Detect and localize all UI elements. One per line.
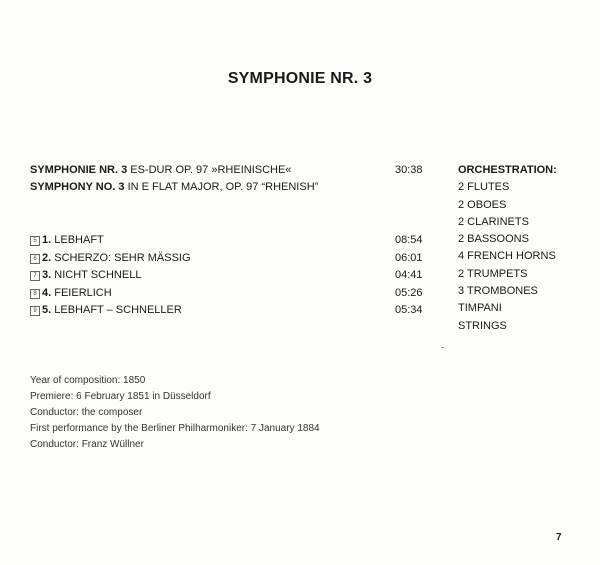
work-heading [30,162,318,196]
work-heading-english-rest: IN E FLAT MAJOR, OP. 97 “RHENISH” [124,181,319,193]
track-row [30,232,430,250]
page-title: SYMPHONIE NR. 3 [227,70,373,87]
orchestration-item: STRINGS [458,319,507,332]
movement-title: FEIERLICH [51,286,112,299]
info-line: First performance by the Berliner Philharmoniker: 7 January 1884 [30,423,320,434]
info-line: Conductor: Franz Wüllner [30,439,144,450]
orchestration-item: 2 CLARINETS [458,215,529,228]
track-title [42,267,141,285]
orchestration-list [458,162,557,335]
info-line: Conductor: the composer [30,407,143,418]
track-list [30,232,430,320]
track-duration: 05:26 [395,286,423,299]
track-index-box: 7 [30,271,40,281]
info-line: Premiere: 6 February 1851 in Düsseldorf [30,391,211,402]
movement-title: LEBHAFT [51,234,104,246]
movement-number: 4. [42,286,52,299]
orchestration-item: 2 TRUMPETS [458,267,528,280]
orchestration-heading: ORCHESTRATION: [458,164,557,176]
work-info [30,373,320,453]
track-duration: 06:01 [395,251,423,264]
track-duration: 04:41 [395,269,423,281]
track-index-box: 5 [30,236,40,246]
movement-number: 3. [42,269,52,281]
total-duration: 30:38 [395,164,423,176]
track-row [30,285,430,303]
orchestration-item: 2 OBOES [458,198,507,211]
orchestration-item: 3 TROMBONES [458,285,538,298]
track-title [42,232,104,250]
track-index-box: 8 [30,289,40,299]
orchestration-item: 4 FRENCH HORNS [458,250,556,263]
work-heading-german [30,162,318,179]
track-duration: 05:34 [395,304,423,316]
movement-number: 1. [42,234,52,246]
orchestration-item: 2 BASSOONS [458,233,529,246]
track-title [42,285,112,303]
movement-title: LEBHAFT – SCHNELLER [51,304,182,316]
orchestration-item: 2 FLUTES [458,181,510,194]
page-number: 7 [556,532,562,543]
print-mark [441,347,444,348]
info-line: Year of composition: 1850 [30,375,146,386]
track-title [42,250,191,268]
track-index-box: 6 [30,254,40,264]
movement-number: 5. [42,304,52,316]
track-duration: 08:54 [395,234,423,246]
track-index-box: 9 [30,306,40,316]
movement-number: 2. [42,251,52,264]
work-heading-english-bold: SYMPHONY NO. 3 [30,181,125,193]
track-row [30,250,430,268]
work-heading-english [30,179,318,196]
track-title [42,302,182,320]
movement-title: NICHT SCHNELL [51,269,142,281]
work-heading-german-bold: SYMPHONIE NR. 3 [30,164,128,176]
track-row [30,267,430,285]
track-row [30,302,430,320]
work-heading-german-rest: ES-DUR OP. 97 »RHEINISCHE« [127,164,292,176]
movement-title: SCHERZO: SEHR MÄSSIG [51,251,191,264]
orchestration-item: TIMPANI [458,302,502,315]
